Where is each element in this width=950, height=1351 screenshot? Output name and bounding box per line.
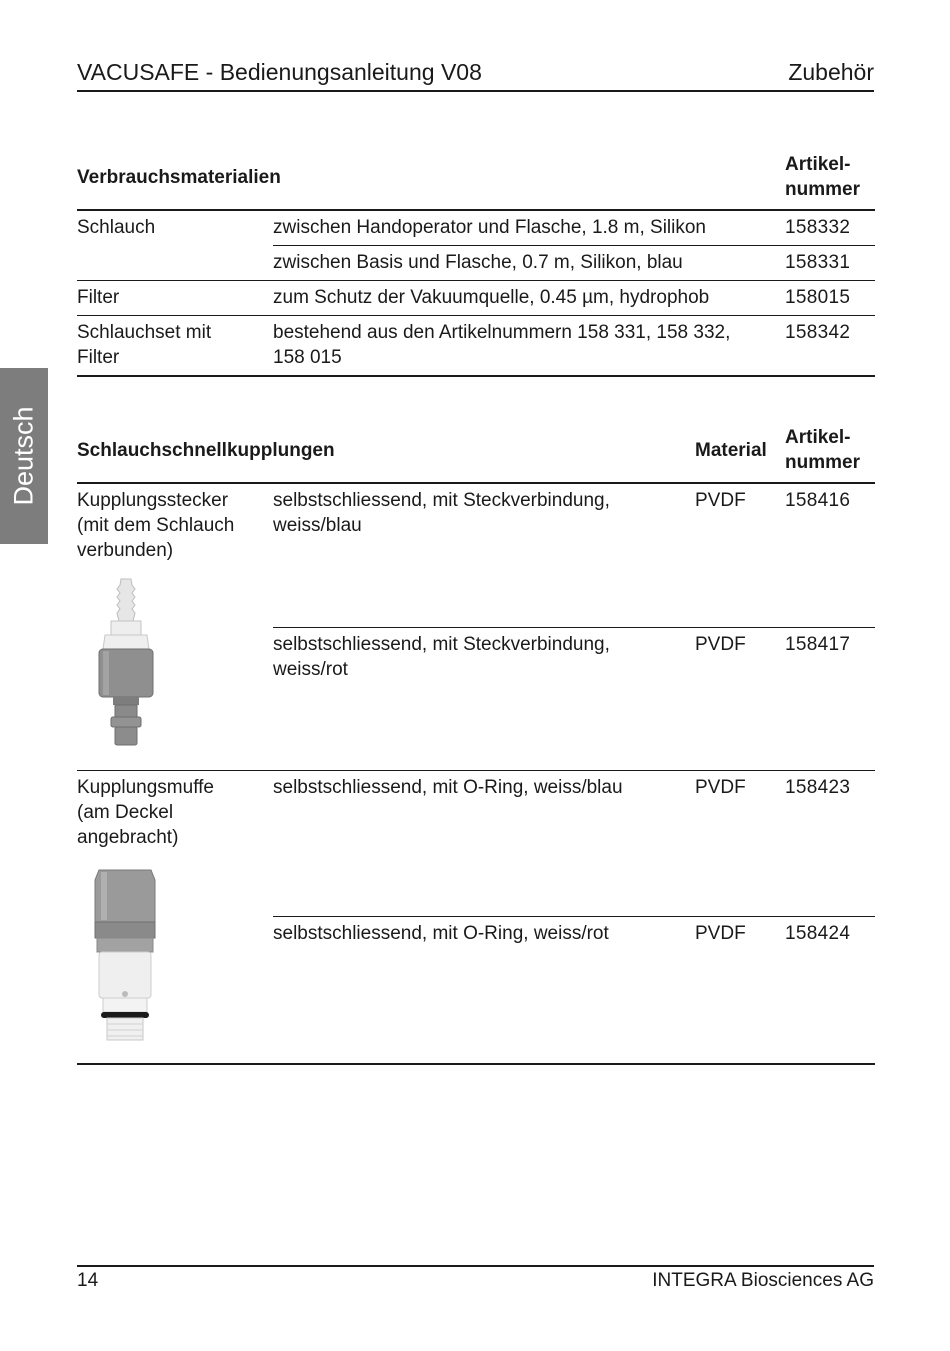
item-description: zum Schutz der Vakuumquelle, 0.45 µm, hydrophob [273, 281, 785, 316]
item-description: selbstschliessend, mit O-Ring, weiss/rot [273, 916, 695, 1064]
table-row [77, 210, 875, 246]
table-row [77, 771, 875, 917]
column-header-artnr: Artikel- nummer [785, 152, 875, 210]
material: PVDF [695, 771, 785, 917]
item-description: selbstschliessend, mit Steckverbindung, weiss/blau [273, 483, 695, 627]
table-heading: Schlauchschnellkupplungen [77, 425, 695, 483]
article-number: 158015 [785, 281, 875, 316]
item-name: Kupplungsmuffe (am Deckel angebracht) [77, 771, 273, 1065]
item-description: bestehend aus den Artikelnummern 158 331, 158 332, 158 015 [273, 316, 785, 377]
quick-couplings-table [77, 425, 875, 1065]
item-name: Schlauch [77, 210, 273, 281]
document-title: VACUSAFE - Bedienungsanleitung V08 [77, 59, 482, 85]
item-name: Filter [77, 281, 273, 316]
coupling-socket-image [85, 862, 273, 1055]
item-name: Kupplungsstecker (mit dem Schlauch verbunden) [77, 483, 273, 771]
article-number: 158417 [785, 627, 875, 770]
table-row [77, 316, 875, 377]
page-footer [77, 1265, 874, 1293]
table-row [77, 483, 875, 627]
item-name: Schlauchset mit Filter [77, 316, 273, 377]
material: PVDF [695, 483, 785, 627]
material: PVDF [695, 916, 785, 1064]
company-name: INTEGRA Biosciences AG [652, 1270, 874, 1291]
material: PVDF [695, 627, 785, 770]
article-number: 158332 [785, 210, 875, 246]
item-description: selbstschliessend, mit Steckverbindung, weiss/rot [273, 627, 695, 770]
article-number: 158423 [785, 771, 875, 917]
coupling-plug-image [85, 575, 273, 760]
table-heading: Verbrauchsmaterialien [77, 152, 785, 210]
article-number: 158416 [785, 483, 875, 627]
section-title: Zubehör [788, 59, 874, 85]
column-header-artnr: Artikel- nummer [785, 425, 875, 483]
article-number: 158342 [785, 316, 875, 377]
consumables-table [77, 152, 875, 377]
table-header-row [77, 425, 875, 483]
table-header-row [77, 152, 875, 210]
page-header [77, 58, 874, 92]
page-number: 14 [77, 1270, 99, 1291]
table-row [77, 281, 875, 316]
item-description: zwischen Basis und Flasche, 0.7 m, Silikon, blau [273, 246, 785, 281]
article-number: 158424 [785, 916, 875, 1064]
language-tab-label: Deutsch [8, 406, 39, 506]
language-tab [0, 368, 48, 544]
item-description: selbstschliessend, mit O-Ring, weiss/blau [273, 771, 695, 917]
column-header-material: Material [695, 425, 785, 483]
item-description: zwischen Handoperator und Flasche, 1.8 m, Silikon [273, 210, 785, 246]
article-number: 158331 [785, 246, 875, 281]
